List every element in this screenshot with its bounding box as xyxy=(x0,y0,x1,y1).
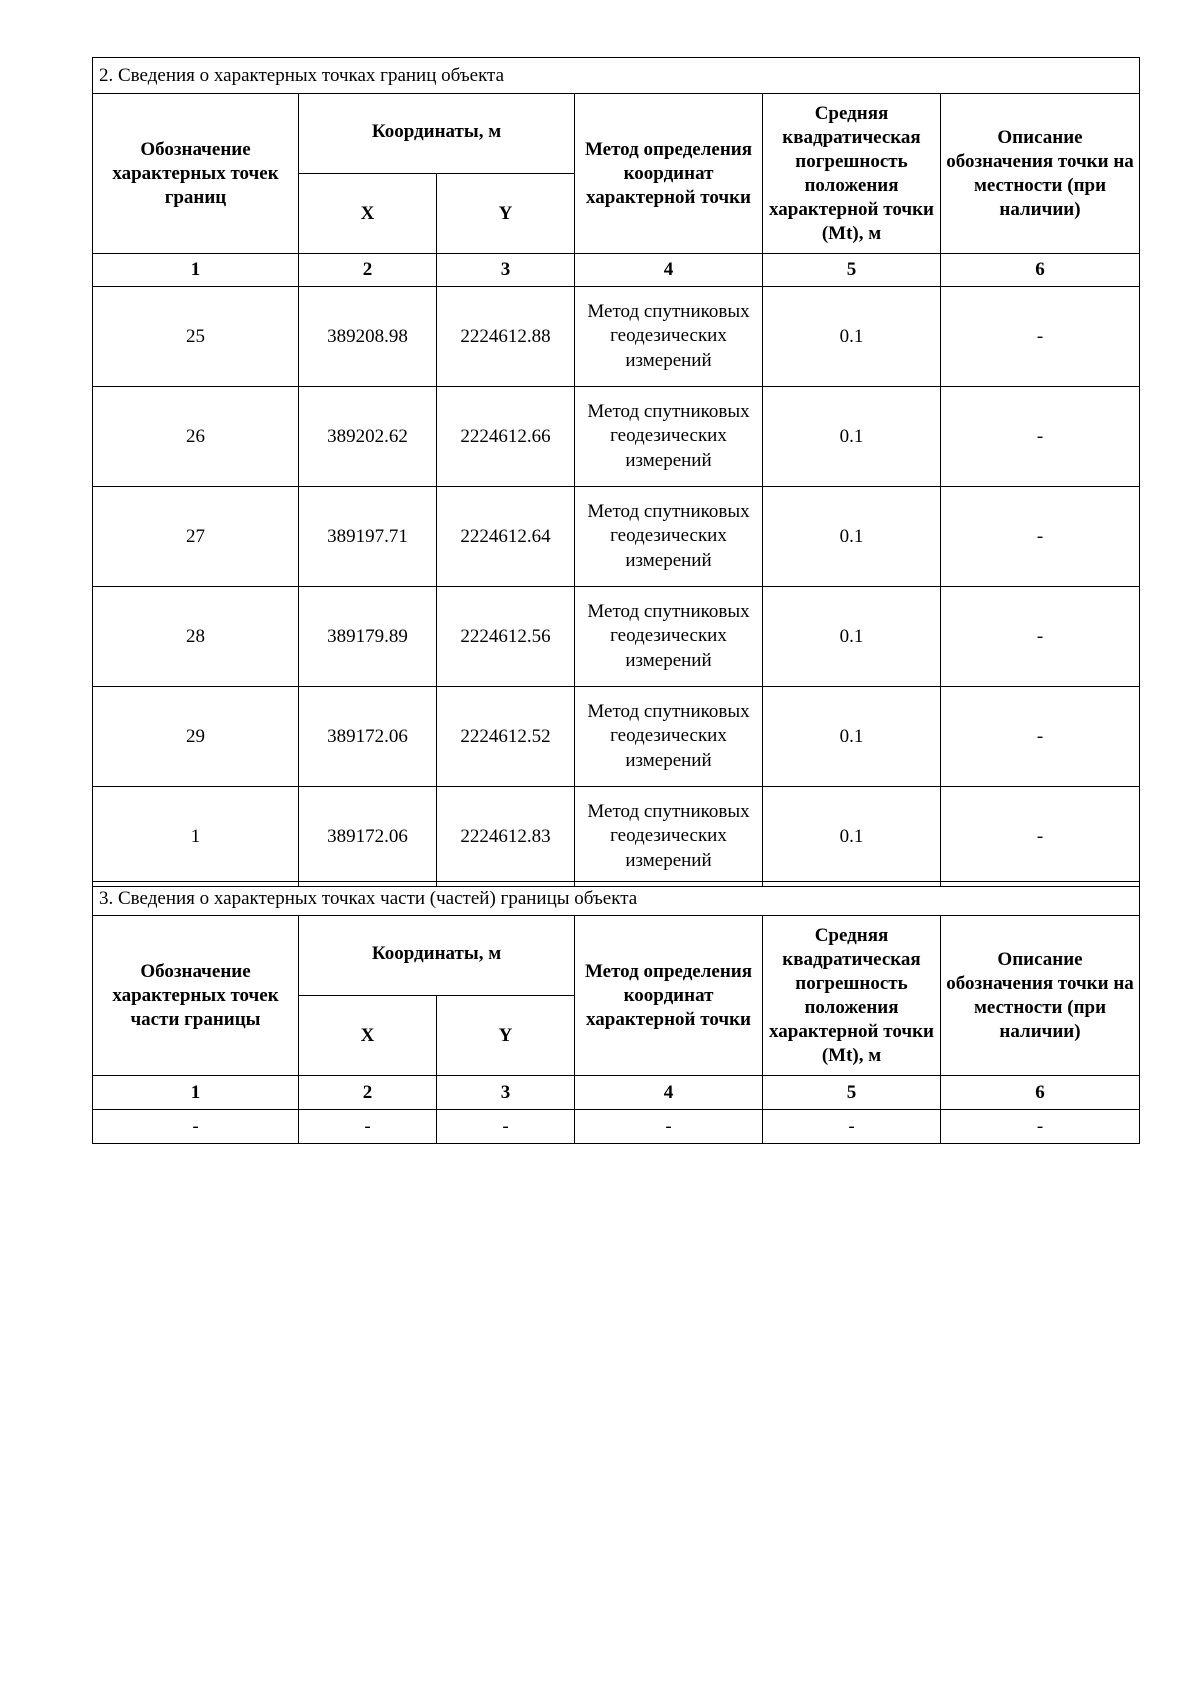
table-row xyxy=(93,687,1140,787)
point-cell: 26 xyxy=(93,387,299,487)
method-cell: Метод спутниковых геодезических измерений xyxy=(575,287,763,387)
col-number: 4 xyxy=(575,1076,763,1110)
description-cell: - xyxy=(941,787,1140,887)
col-number: 2 xyxy=(299,254,437,287)
point-cell: 29 xyxy=(93,687,299,787)
description-cell: - xyxy=(941,587,1140,687)
error-cell: 0.1 xyxy=(763,787,941,887)
section3-table xyxy=(92,881,1140,1144)
section2-title: 2. Сведения о характерных точках границ объекта xyxy=(93,58,1140,94)
table-row xyxy=(93,487,1140,587)
y-cell: 2224612.52 xyxy=(437,687,575,787)
header-method: Метод определения координат характерной точки xyxy=(575,916,763,1076)
col-number: 1 xyxy=(93,254,299,287)
header-y: Y xyxy=(437,996,575,1076)
y-cell: 2224612.56 xyxy=(437,587,575,687)
header-error: Средняя квадратическая погрешность положения характерной точки (Mt), м xyxy=(763,94,941,254)
header-description: Описание обозначения точки на местности (при наличии) xyxy=(941,916,1140,1076)
x-cell: 389172.06 xyxy=(299,687,437,787)
table-row xyxy=(93,787,1140,887)
error-cell: 0.1 xyxy=(763,287,941,387)
header-method: Метод определения координат характерной точки xyxy=(575,94,763,254)
method-cell: - xyxy=(575,1110,763,1144)
x-cell: - xyxy=(299,1110,437,1144)
x-cell: 389197.71 xyxy=(299,487,437,587)
header-coords: Координаты, м xyxy=(299,916,575,996)
table-row xyxy=(93,1110,1140,1144)
y-cell: 2224612.64 xyxy=(437,487,575,587)
error-cell: 0.1 xyxy=(763,387,941,487)
table-row xyxy=(93,387,1140,487)
header-x: X xyxy=(299,174,437,254)
col-number: 1 xyxy=(93,1076,299,1110)
y-cell: - xyxy=(437,1110,575,1144)
header-description: Описание обозначения точки на местности (при наличии) xyxy=(941,94,1140,254)
point-cell: 1 xyxy=(93,787,299,887)
x-cell: 389202.62 xyxy=(299,387,437,487)
col-number: 3 xyxy=(437,254,575,287)
method-cell: Метод спутниковых геодезических измерений xyxy=(575,487,763,587)
header-coords: Координаты, м xyxy=(299,94,575,174)
x-cell: 389208.98 xyxy=(299,287,437,387)
x-cell: 389172.06 xyxy=(299,787,437,887)
col-number: 3 xyxy=(437,1076,575,1110)
point-cell: - xyxy=(93,1110,299,1144)
point-cell: 27 xyxy=(93,487,299,587)
error-cell: 0.1 xyxy=(763,687,941,787)
point-cell: 28 xyxy=(93,587,299,687)
x-cell: 389179.89 xyxy=(299,587,437,687)
col-number: 5 xyxy=(763,254,941,287)
method-cell: Метод спутниковых геодезических измерений xyxy=(575,387,763,487)
description-cell: - xyxy=(941,1110,1140,1144)
section2-table xyxy=(92,57,1140,887)
col-number: 6 xyxy=(941,254,1140,287)
header-y: Y xyxy=(437,174,575,254)
col-number: 6 xyxy=(941,1076,1140,1110)
error-cell: 0.1 xyxy=(763,587,941,687)
header-designation: Обозначение характерных точек части границы xyxy=(93,916,299,1076)
error-cell: - xyxy=(763,1110,941,1144)
table-row xyxy=(93,287,1140,387)
description-cell: - xyxy=(941,287,1140,387)
y-cell: 2224612.83 xyxy=(437,787,575,887)
col-number: 5 xyxy=(763,1076,941,1110)
description-cell: - xyxy=(941,687,1140,787)
point-cell: 25 xyxy=(93,287,299,387)
method-cell: Метод спутниковых геодезических измерений xyxy=(575,587,763,687)
section3-title: 3. Сведения о характерных точках части (частей) границы объекта xyxy=(93,882,1140,916)
method-cell: Метод спутниковых геодезических измерений xyxy=(575,787,763,887)
header-error: Средняя квадратическая погрешность положения характерной точки (Mt), м xyxy=(763,916,941,1076)
method-cell: Метод спутниковых геодезических измерений xyxy=(575,687,763,787)
header-x: X xyxy=(299,996,437,1076)
table-row xyxy=(93,587,1140,687)
col-number: 4 xyxy=(575,254,763,287)
y-cell: 2224612.66 xyxy=(437,387,575,487)
header-designation: Обозначение характерных точек границ xyxy=(93,94,299,254)
description-cell: - xyxy=(941,487,1140,587)
y-cell: 2224612.88 xyxy=(437,287,575,387)
col-number: 2 xyxy=(299,1076,437,1110)
description-cell: - xyxy=(941,387,1140,487)
error-cell: 0.1 xyxy=(763,487,941,587)
